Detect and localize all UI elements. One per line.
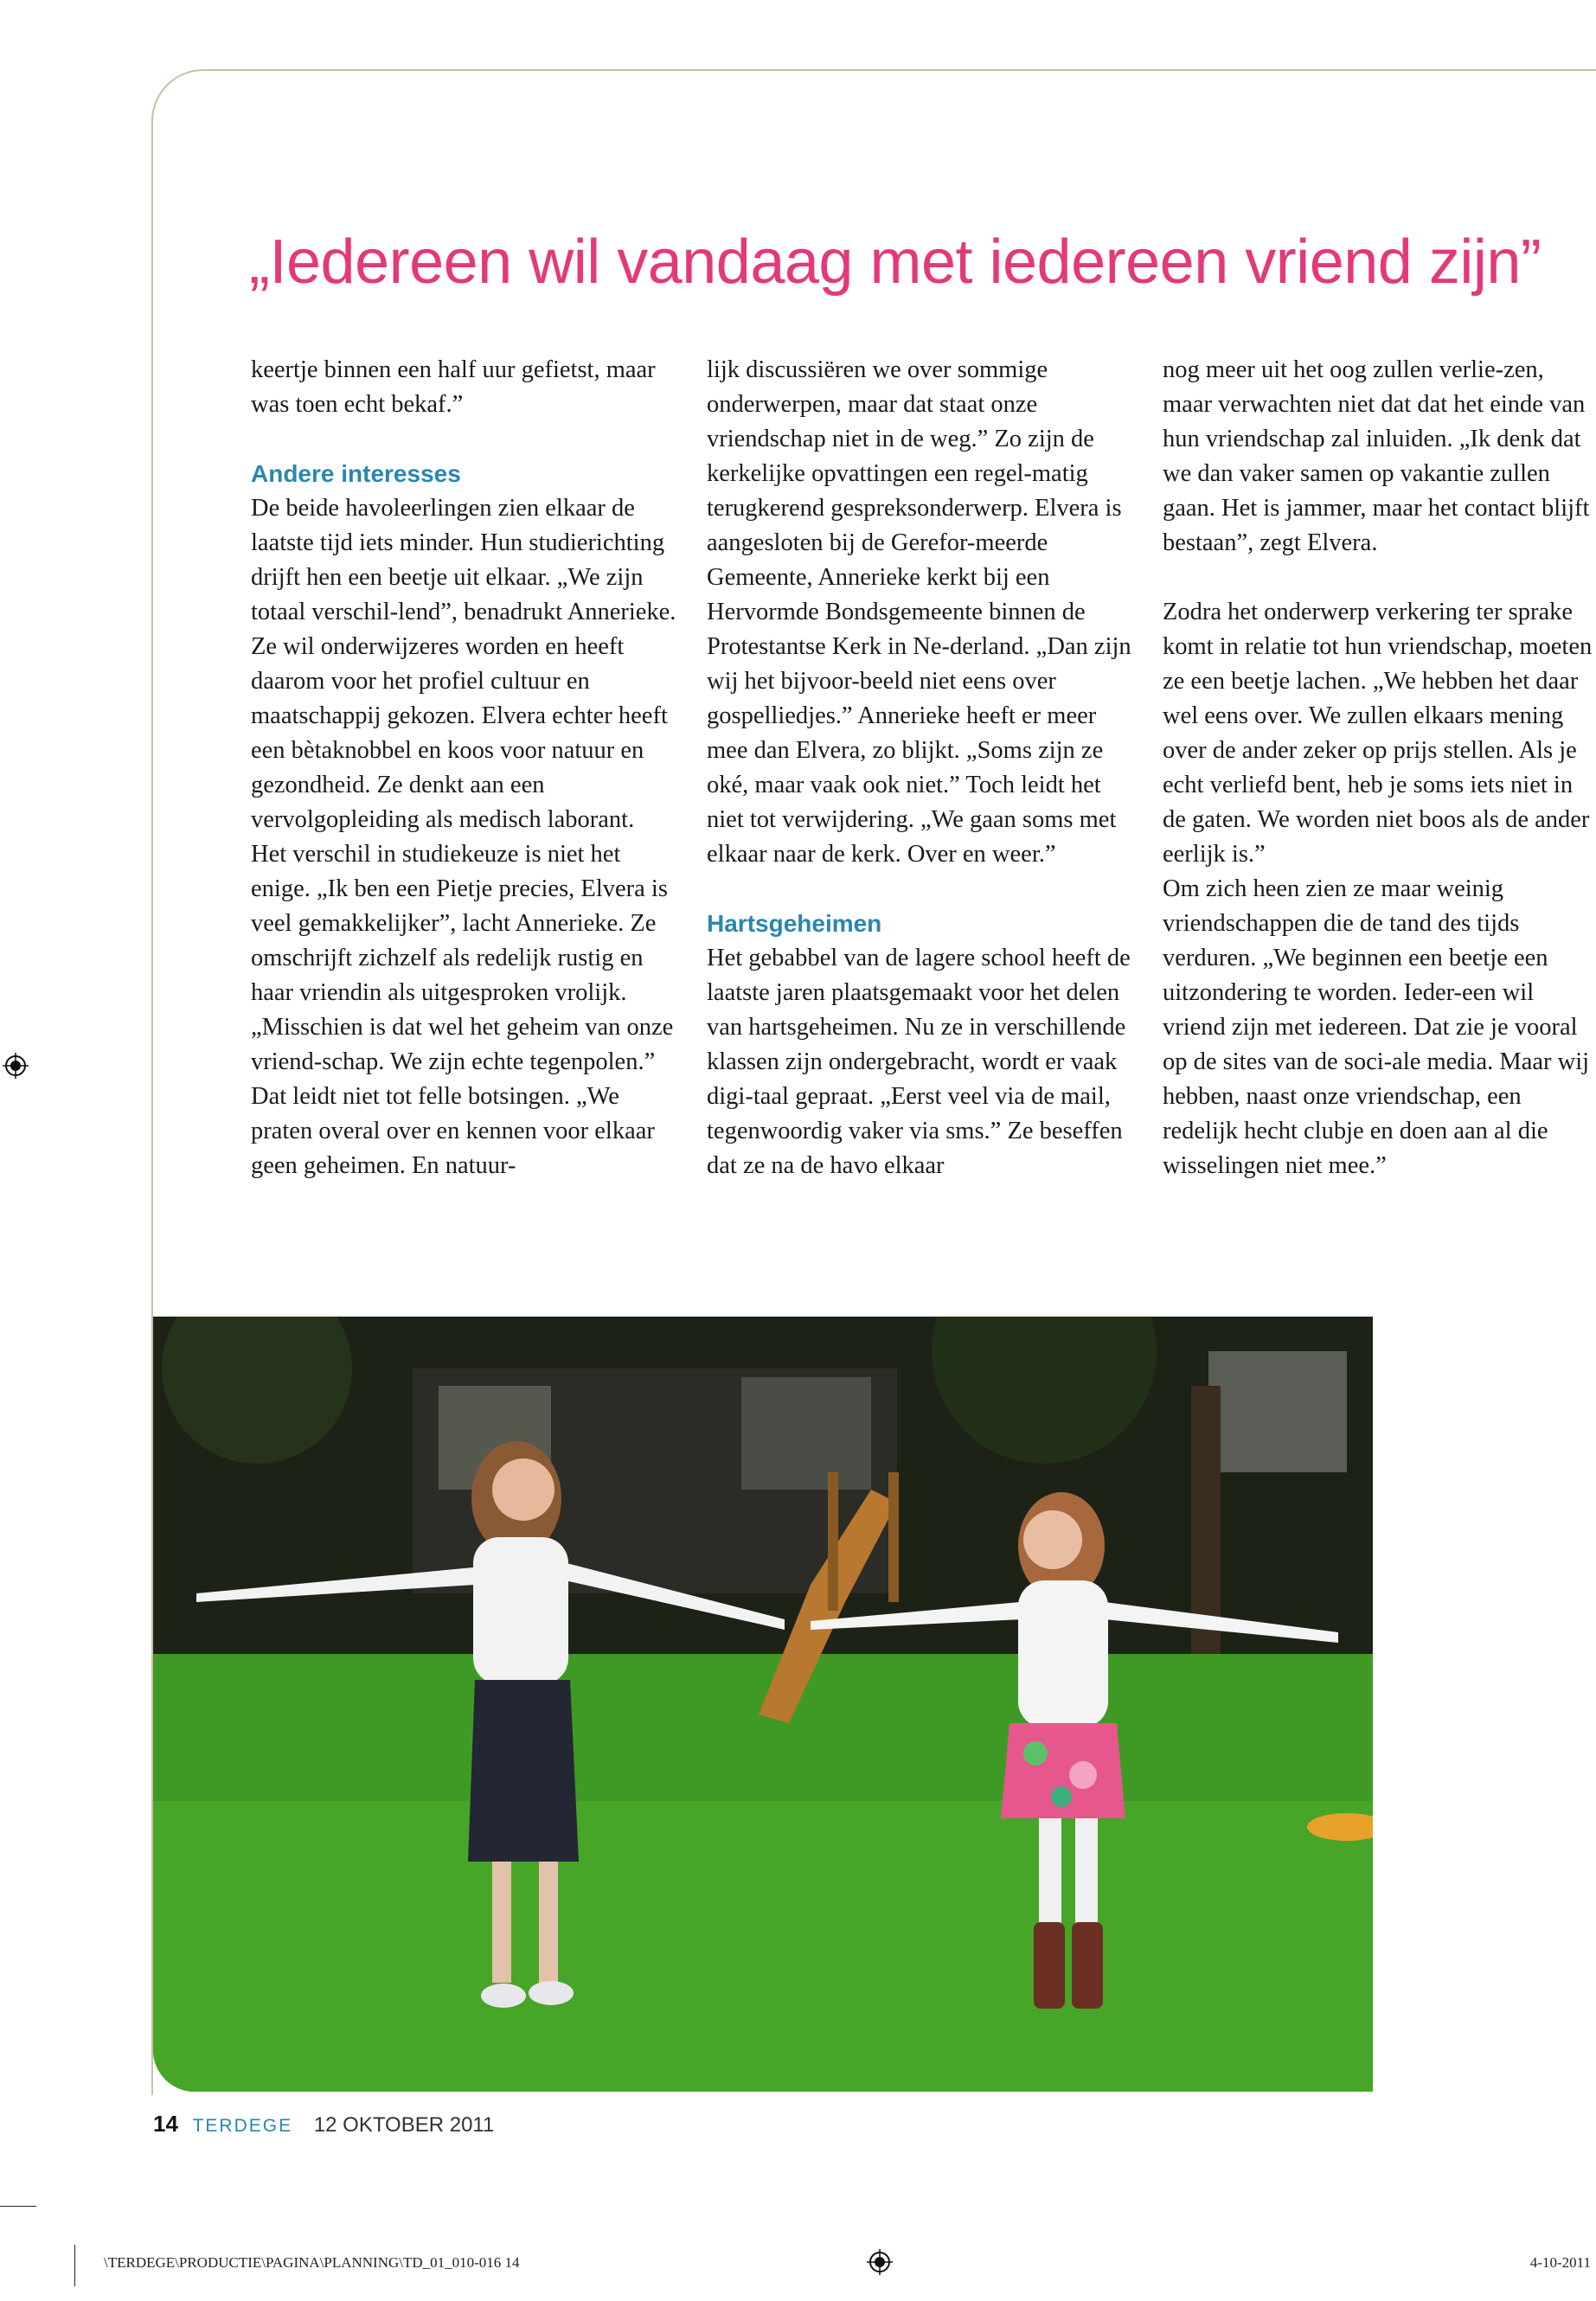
paragraph: Zodra het onderwerp verkering ter sprake komt in relatie tot hun vriendschap, moeten ze een beetje lachen. „We hebben het daar wel eens over. We zullen elkaars mening over de ander zeker op prijs stellen. Als je echt verliefd bent, heb je soms iets niet in de gaten. We worden niet boos als de ander eerlijk is.”: [1163, 599, 1593, 868]
print-slug-path: \TERDEGE\PRODUCTIE\PAGINA\PLANNING\TD_01_010-016 14: [104, 2254, 520, 2271]
registration-mark-icon: [867, 2249, 893, 2275]
paragraph: lijk discussiëren we over sommige onderwerpen, maar dat staat onze vriendschap niet in de weg.” Zo zijn de kerkelijke opvattingen een regel-matig terugkerend gespreksonderwerp. Elvera is aangesloten bij de Gerefor-meerde Gemeente, Annerieke kerkt bij een Hervormde Bondsgemeente binnen de Protestantse Kerk in Ne-derland. „Dan zijn wij het bijvoor-beeld niet eens over gospelliedjes.” Annerieke heeft er meer mee dan Elvera, zo blijkt. „Soms zijn ze oké, maar vaak ook niet.” Toch leidt het niet tot verwijdering. „We gaan soms met elkaar naar de kerk. Over en weer.”: [707, 356, 1131, 868]
paragraph: Om zich heen zien ze maar weinig vriendschappen die de tand des tijds verduren. „We beginnen een beetje een uitzondering te worden. Ieder-een wil vriend zijn met iedereen. Dat zie je vooral op de sites van de soci-ale media. Maar wij hebben, naast onze vriendschap, een redelijk hecht clubje en doen aan al die wisselingen niet mee.”: [1163, 875, 1590, 1179]
page-number: 14: [153, 2111, 178, 2137]
text-column-3: [1163, 353, 1595, 1183]
paragraph: De beide havoleerlingen zien elkaar de laatste tijd iets minder. Hun studierichting drijft hen een beetje uit elkaar. „We zijn totaal verschil-lend”, benadrukt Annerieke. Ze wil onderwijzeres worden en heeft daarom voor het profiel cultuur en maatschappij gekozen. Elvera echter heeft een bètaknobbel en koos voor natuur en gezondheid. Ze denkt aan een vervolgopleiding als medisch laborant.: [251, 495, 676, 833]
registration-mark-icon: [3, 1053, 29, 1079]
text-column-1: [251, 353, 683, 1183]
article-headline: „Iedereen wil vandaag met iedereen vriend zijn”: [249, 228, 1542, 297]
text-column-2: [707, 353, 1139, 1183]
paragraph: nog meer uit het oog zullen verlie-zen, maar verwachten niet dat dat het einde van hun vriendschap zal inluiden. „Ik denk dat we dan vaker samen op vakantie zullen gaan. Het is jammer, maar het contact blijft bestaan”, zegt Elvera.: [1163, 356, 1590, 556]
print-slug-date: 4-10-2011: [1529, 2254, 1591, 2271]
paragraph: Het verschil in studiekeuze is niet het enige. „Ik ben een Pietje precies, Elvera is veel gemakkelijker”, lacht Annerieke. Ze omschrijft zichzelf als redelijk rustig en haar vriendin als uitgesproken vrolijk. „Misschien is dat wel het geheim van onze vriend-schap. We zijn echte tegenpolen.” Dat leidt niet tot felle botsingen. „We praten overal over en kennen voor elkaar geen geheimen. En natuur-: [251, 841, 674, 1179]
issue-date: 12 OKTOBER 2011: [313, 2113, 495, 2137]
paragraph: keertje binnen een half uur gefietst, maar was toen echt bekaf.”: [251, 356, 656, 418]
magazine-name: TERDEGE: [192, 2116, 293, 2136]
crop-mark: [74, 2245, 75, 2286]
folio: [153, 2111, 494, 2138]
section-heading: Hartsgeheimen: [707, 910, 882, 937]
section-heading: Andere interesses: [251, 460, 461, 487]
crop-mark: [0, 2206, 36, 2207]
photo-illustration: [153, 1317, 1373, 2092]
paragraph: Het gebabbel van de lagere school heeft de laatste jaren plaatsgemaakt voor het delen van hartsgeheimen. Nu ze in verschillende klassen zijn ondergebracht, wordt er vaak digi-taal gepraat. „Eerst veel via de mail, tegenwoordig vaker via sms.” Ze beseffen dat ze na de havo elkaar: [707, 945, 1131, 1179]
article-photo: [153, 1317, 1373, 2092]
